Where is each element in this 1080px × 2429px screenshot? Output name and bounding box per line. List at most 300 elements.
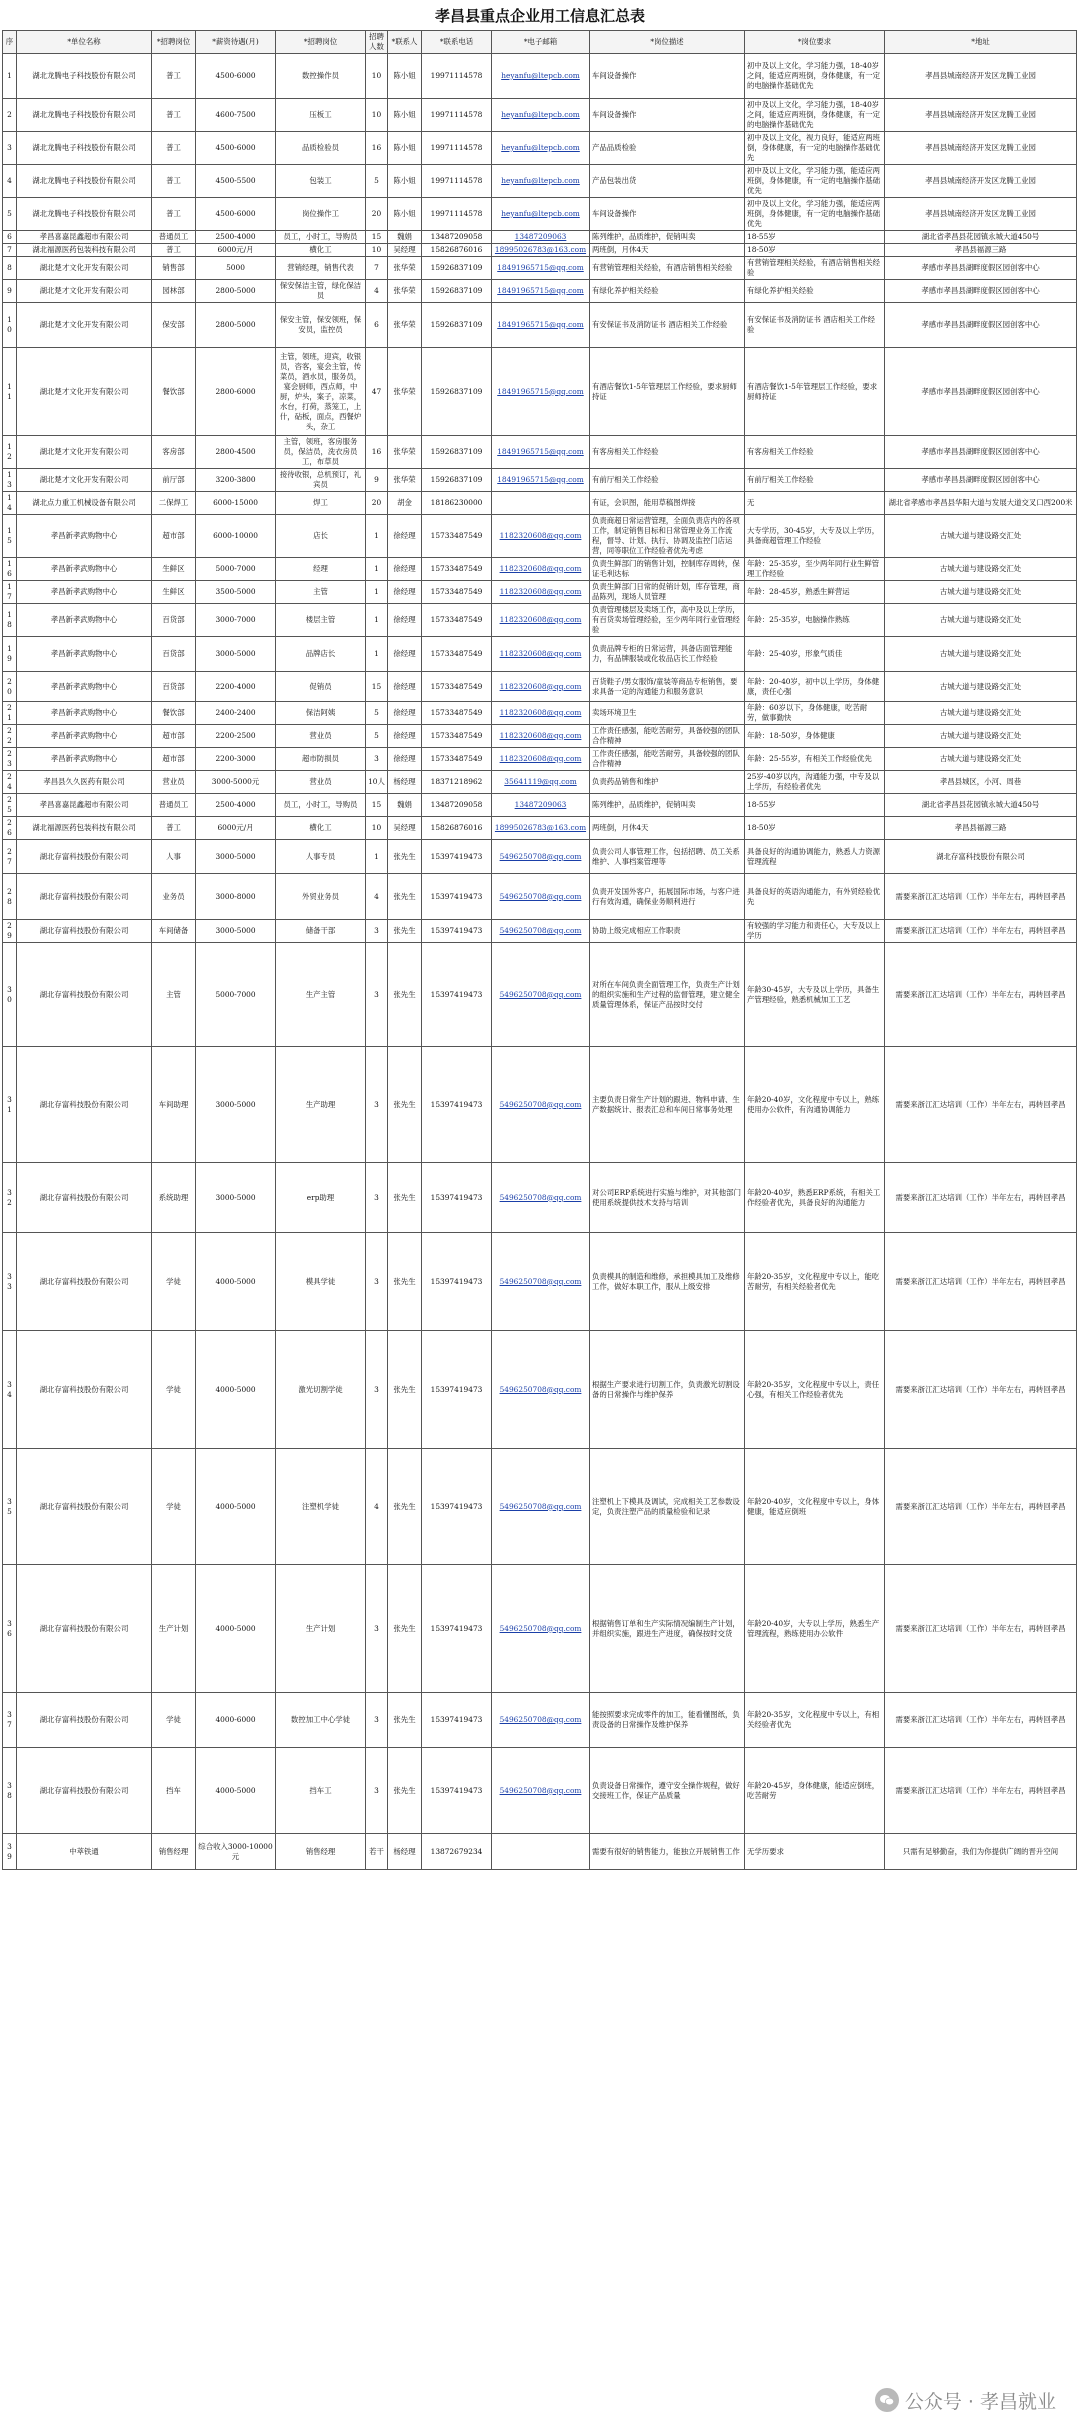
requirements: 18-55岁 bbox=[745, 231, 885, 244]
description: 陈列维护，品质维护，促销叫卖 bbox=[590, 231, 745, 244]
description: 负责管理楼层及卖场工作，高中及以上学历，有百货卖场管理经验，至少两年同行业管理经验 bbox=[590, 604, 745, 637]
headcount: 20 bbox=[366, 492, 388, 515]
description: 注塑机上下模具及调试，完成相关工艺参数设定，负责注塑产品的质量检验和记录 bbox=[590, 1449, 745, 1565]
phone: 15926837109 bbox=[422, 303, 492, 348]
table-row bbox=[3, 515, 1077, 558]
email[interactable]: 35641119@qq.com bbox=[492, 771, 590, 794]
headcount: 15 bbox=[366, 672, 388, 702]
department: 人事 bbox=[152, 840, 196, 874]
row-index: 16 bbox=[3, 558, 17, 581]
email[interactable] bbox=[492, 492, 590, 515]
company-name: 湖北楚才文化开发有限公司 bbox=[17, 303, 152, 348]
company-name: 湖北存富科技股份有限公司 bbox=[17, 1693, 152, 1748]
salary: 5000-7000 bbox=[196, 943, 276, 1047]
contact-person: 张华荣 bbox=[388, 436, 422, 469]
department: 餐饮部 bbox=[152, 348, 196, 436]
company-name: 湖北龙腾电子科技股份有限公司 bbox=[17, 165, 152, 198]
headcount: 1 bbox=[366, 637, 388, 672]
requirements: 年龄：28-45岁，熟悉生鲜营运 bbox=[745, 581, 885, 604]
email[interactable]: 13487209063 bbox=[492, 231, 590, 244]
salary: 3000-5000 bbox=[196, 637, 276, 672]
department: 超市部 bbox=[152, 725, 196, 748]
department: 学徒 bbox=[152, 1449, 196, 1565]
row-index: 9 bbox=[3, 280, 17, 303]
email[interactable]: 5496250708@qq.com bbox=[492, 1331, 590, 1449]
description: 对公司ERP系统进行实施与维护，对其他部门使用系统提供技术支持与培训 bbox=[590, 1163, 745, 1233]
salary: 2500-4000 bbox=[196, 794, 276, 817]
position: 主管，领班，客房服务员，保洁员，洗衣房员工，布草员 bbox=[276, 436, 366, 469]
department: 学徒 bbox=[152, 1233, 196, 1331]
company-name: 中萃铁通 bbox=[17, 1834, 152, 1870]
email[interactable]: heyanfu@ltepcb.com bbox=[492, 198, 590, 231]
department: 营业员 bbox=[152, 771, 196, 794]
salary: 4600-7500 bbox=[196, 99, 276, 132]
position: 销售经理 bbox=[276, 1834, 366, 1870]
table-row bbox=[3, 817, 1077, 840]
phone: 15397419473 bbox=[422, 1233, 492, 1331]
address: 孝感市孝昌县湖畔度假区园创客中心 bbox=[885, 348, 1077, 436]
requirements: 大专学历，30-45岁，大专及以上学历，具备商超管理工作经验 bbox=[745, 515, 885, 558]
email[interactable]: heyanfu@ltepcb.com bbox=[492, 99, 590, 132]
row-index: 14 bbox=[3, 492, 17, 515]
position: 超市防损员 bbox=[276, 748, 366, 771]
address: 需要来浙江汇达培训（工作）半年左右，再转回孝昌 bbox=[885, 1047, 1077, 1163]
row-index: 38 bbox=[3, 1748, 17, 1834]
company-name: 湖北存富科技股份有限公司 bbox=[17, 1748, 152, 1834]
salary: 3000-5000 bbox=[196, 920, 276, 943]
col-header-salary: *薪资待遇(月) bbox=[196, 31, 276, 54]
contact-person: 张先生 bbox=[388, 1565, 422, 1693]
table-row bbox=[3, 840, 1077, 874]
headcount: 10人 bbox=[366, 771, 388, 794]
email[interactable]: 5496250708@qq.com bbox=[492, 1693, 590, 1748]
position: 主管 bbox=[276, 581, 366, 604]
table-row bbox=[3, 943, 1077, 1047]
requirements: 有安保证书及消防证书 酒店相关工作经验 bbox=[745, 303, 885, 348]
salary: 4000-5000 bbox=[196, 1331, 276, 1449]
email[interactable] bbox=[492, 1834, 590, 1870]
phone: 15397419473 bbox=[422, 1331, 492, 1449]
headcount: 3 bbox=[366, 1565, 388, 1693]
description: 有客房相关工作经验 bbox=[590, 436, 745, 469]
headcount: 9 bbox=[366, 469, 388, 492]
contact-person: 张先生 bbox=[388, 920, 422, 943]
address: 湖北省孝昌县花园镇永城大道450号 bbox=[885, 794, 1077, 817]
headcount: 1 bbox=[366, 515, 388, 558]
phone: 15926837109 bbox=[422, 280, 492, 303]
address: 需要来浙江汇达培训（工作）半年左右，再转回孝昌 bbox=[885, 1449, 1077, 1565]
department: 百货部 bbox=[152, 604, 196, 637]
company-name: 孝昌新孝武购物中心 bbox=[17, 637, 152, 672]
position: 注塑机学徒 bbox=[276, 1449, 366, 1565]
requirements: 18-50岁 bbox=[745, 817, 885, 840]
contact-person: 徐经理 bbox=[388, 702, 422, 725]
headcount: 15 bbox=[366, 794, 388, 817]
phone: 15926837109 bbox=[422, 436, 492, 469]
department: 生鲜区 bbox=[152, 581, 196, 604]
address: 需要来浙江汇达培训（工作）半年左右，再转回孝昌 bbox=[885, 1163, 1077, 1233]
company-name: 湖北存富科技股份有限公司 bbox=[17, 1047, 152, 1163]
address: 孝昌县福源三路 bbox=[885, 244, 1077, 257]
company-name: 孝昌喜嘉昆鑫超市有限公司 bbox=[17, 231, 152, 244]
address: 孝昌县城南经济开发区龙腾工业园 bbox=[885, 99, 1077, 132]
email[interactable]: 18491965715@qq.com bbox=[492, 348, 590, 436]
address: 古城大道与建设路交汇处 bbox=[885, 748, 1077, 771]
email[interactable]: 5496250708@qq.com bbox=[492, 1047, 590, 1163]
description: 车间设备操作 bbox=[590, 198, 745, 231]
department: 普通员工 bbox=[152, 794, 196, 817]
salary: 4000-5000 bbox=[196, 1233, 276, 1331]
table-body bbox=[3, 54, 1077, 1870]
department: 餐饮部 bbox=[152, 702, 196, 725]
row-index: 5 bbox=[3, 198, 17, 231]
contact-person: 张先生 bbox=[388, 1233, 422, 1331]
requirements: 18-55岁 bbox=[745, 794, 885, 817]
description: 有证，会识图，能用草稿图焊接 bbox=[590, 492, 745, 515]
email[interactable]: 1182320608@qq.com bbox=[492, 748, 590, 771]
position: 数控操作员 bbox=[276, 54, 366, 99]
description: 工作责任感强，能吃苦耐劳，具备较强的团队合作精神 bbox=[590, 725, 745, 748]
description: 有安保证书及消防证书 酒店相关工作经验 bbox=[590, 303, 745, 348]
table-row bbox=[3, 132, 1077, 165]
table-row bbox=[3, 604, 1077, 637]
table-row bbox=[3, 702, 1077, 725]
col-header-address: *地址 bbox=[885, 31, 1077, 54]
col-header-company: *单位名称 bbox=[17, 31, 152, 54]
row-index: 17 bbox=[3, 581, 17, 604]
requirements: 年龄20-45岁，身体健康，能适应倒班，吃苦耐劳 bbox=[745, 1748, 885, 1834]
department: 保安部 bbox=[152, 303, 196, 348]
email[interactable]: 1182320608@qq.com bbox=[492, 702, 590, 725]
col-header-index: 序 bbox=[3, 31, 17, 54]
requirements: 年龄30-45岁，大专及以上学历，具备生产管理经验，熟悉机械加工工艺 bbox=[745, 943, 885, 1047]
email[interactable]: 5496250708@qq.com bbox=[492, 874, 590, 920]
phone: 15733487549 bbox=[422, 515, 492, 558]
requirements: 年龄：25-35岁，电脑操作熟练 bbox=[745, 604, 885, 637]
table-row bbox=[3, 1693, 1077, 1748]
headcount: 5 bbox=[366, 725, 388, 748]
row-index: 23 bbox=[3, 748, 17, 771]
table-row bbox=[3, 1748, 1077, 1834]
requirements: 年龄20-35岁，文化程度中专以上，有相关经验者优先 bbox=[745, 1693, 885, 1748]
phone: 15733487549 bbox=[422, 637, 492, 672]
department: 普工 bbox=[152, 54, 196, 99]
description: 负责开发国外客户，拓展国际市场，与客户进行有效沟通，确保业务顺利进行 bbox=[590, 874, 745, 920]
requirements: 无 bbox=[745, 492, 885, 515]
department: 前厅部 bbox=[152, 469, 196, 492]
requirements: 18-50岁 bbox=[745, 244, 885, 257]
watermark bbox=[875, 2387, 1056, 2413]
email[interactable]: 1182320608@qq.com bbox=[492, 637, 590, 672]
table-row bbox=[3, 1163, 1077, 1233]
department: 普工 bbox=[152, 244, 196, 257]
table-row bbox=[3, 1565, 1077, 1693]
position: 接待收银，总机预订，礼宾员 bbox=[276, 469, 366, 492]
description: 负责公司人事管理工作，包括招聘、员工关系维护、人事档案管理等 bbox=[590, 840, 745, 874]
phone: 15397419473 bbox=[422, 1163, 492, 1233]
table-row bbox=[3, 54, 1077, 99]
contact-person: 徐经理 bbox=[388, 748, 422, 771]
requirements: 年龄20-35岁，文化程度中专以上，能吃苦耐劳，有相关经验者优先 bbox=[745, 1233, 885, 1331]
contact-person: 张华荣 bbox=[388, 257, 422, 280]
department: 业务员 bbox=[152, 874, 196, 920]
headcount: 10 bbox=[366, 817, 388, 840]
salary: 3200-3800 bbox=[196, 469, 276, 492]
address: 孝感市孝昌县湖畔度假区园创客中心 bbox=[885, 469, 1077, 492]
contact-person: 魏娟 bbox=[388, 231, 422, 244]
department: 销售经理 bbox=[152, 1834, 196, 1870]
col-header-department: *招聘岗位 bbox=[152, 31, 196, 54]
salary: 3000-5000 bbox=[196, 840, 276, 874]
company-name: 湖北福源医药包装科技有限公司 bbox=[17, 244, 152, 257]
company-name: 孝昌喜嘉昆鑫超市有限公司 bbox=[17, 794, 152, 817]
contact-person: 吴经理 bbox=[388, 244, 422, 257]
col-header-position: *招聘岗位 bbox=[276, 31, 366, 54]
salary: 2200-2500 bbox=[196, 725, 276, 748]
salary: 4000-5000 bbox=[196, 1748, 276, 1834]
description: 负责商超日常运营管理，全面负责店内的各项工作，制定销售目标和日常管理业务工作流程，督导、计划、执行、协调及监控门店运营，同等职位工作经验者优先考虑 bbox=[590, 515, 745, 558]
department: 生产计划 bbox=[152, 1565, 196, 1693]
address: 需要来浙江汇达培训（工作）半年左右，再转回孝昌 bbox=[885, 1565, 1077, 1693]
position: erp助理 bbox=[276, 1163, 366, 1233]
email[interactable]: heyanfu@ltepcb.com bbox=[492, 132, 590, 165]
description: 负责设备日常操作，遵守安全操作规程，做好交接班工作，保证产品质量 bbox=[590, 1748, 745, 1834]
requirements: 年龄：20-40岁，初中以上学历，身体健康，责任心强 bbox=[745, 672, 885, 702]
contact-person: 徐经理 bbox=[388, 515, 422, 558]
description: 主要负责日常生产计划的跟进、物料申请、生产数据统计、报表汇总和车间日常事务处理 bbox=[590, 1047, 745, 1163]
salary: 3000-5000 bbox=[196, 1163, 276, 1233]
company-name: 孝昌新孝武购物中心 bbox=[17, 748, 152, 771]
col-header-contact: *联系人 bbox=[388, 31, 422, 54]
row-index: 12 bbox=[3, 436, 17, 469]
headcount: 16 bbox=[366, 436, 388, 469]
headcount: 4 bbox=[366, 280, 388, 303]
salary: 3000-8000 bbox=[196, 874, 276, 920]
description: 负责品牌专柜的日常运营，具备店面管理能力，有品牌服装或化妆品店长工作经验 bbox=[590, 637, 745, 672]
description: 两班倒，月休4天 bbox=[590, 244, 745, 257]
contact-person: 徐经理 bbox=[388, 725, 422, 748]
company-name: 孝昌新孝武购物中心 bbox=[17, 672, 152, 702]
requirements: 年龄：25-35岁，至少两年同行业生鲜管理工作经验 bbox=[745, 558, 885, 581]
row-index: 28 bbox=[3, 874, 17, 920]
department: 客房部 bbox=[152, 436, 196, 469]
email[interactable]: 1182320608@qq.com bbox=[492, 725, 590, 748]
table-row bbox=[3, 637, 1077, 672]
salary: 4000-5000 bbox=[196, 1449, 276, 1565]
email[interactable]: 13487209063 bbox=[492, 794, 590, 817]
position: 人事专员 bbox=[276, 840, 366, 874]
row-index: 30 bbox=[3, 943, 17, 1047]
description: 负责生鲜部门日常的促销计划，库存管理，商品陈列，现场人员管理 bbox=[590, 581, 745, 604]
department: 普工 bbox=[152, 165, 196, 198]
headcount: 10 bbox=[366, 99, 388, 132]
address: 孝昌县城南经济开发区龙腾工业园 bbox=[885, 165, 1077, 198]
row-index: 6 bbox=[3, 231, 17, 244]
requirements: 年龄：25-40岁，形象气质佳 bbox=[745, 637, 885, 672]
email[interactable]: 5496250708@qq.com bbox=[492, 943, 590, 1047]
address: 孝感市孝昌县湖畔度假区园创客中心 bbox=[885, 257, 1077, 280]
email[interactable]: 5496250708@qq.com bbox=[492, 840, 590, 874]
email[interactable]: 5496250708@qq.com bbox=[492, 1163, 590, 1233]
requirements: 有酒店餐饮1-5年管理层工作经验，要求厨师持证 bbox=[745, 348, 885, 436]
phone: 19971114578 bbox=[422, 132, 492, 165]
department: 百货部 bbox=[152, 672, 196, 702]
description: 需要有很好的销售能力，能独立开展销售工作 bbox=[590, 1834, 745, 1870]
email[interactable]: 1182320608@qq.com bbox=[492, 558, 590, 581]
position: 营销经理，销售代表 bbox=[276, 257, 366, 280]
description: 能按照要求完成零件的加工，能看懂图纸，负责设备的日常操作及维护保养 bbox=[590, 1693, 745, 1748]
email[interactable]: 18491965715@qq.com bbox=[492, 303, 590, 348]
email[interactable]: 1182320608@qq.com bbox=[492, 672, 590, 702]
headcount: 10 bbox=[366, 54, 388, 99]
contact-person: 徐经理 bbox=[388, 558, 422, 581]
row-index: 18 bbox=[3, 604, 17, 637]
requirements: 有营销管理相关经验，有酒店销售相关经验 bbox=[745, 257, 885, 280]
company-name: 孝昌新孝武购物中心 bbox=[17, 581, 152, 604]
address: 只需有足够勤奋，我们为你提供广阔的晋升空间 bbox=[885, 1834, 1077, 1870]
salary: 6000元/月 bbox=[196, 244, 276, 257]
phone: 13487209058 bbox=[422, 794, 492, 817]
position: 外贸业务员 bbox=[276, 874, 366, 920]
contact-person: 徐经理 bbox=[388, 637, 422, 672]
salary: 3000-7000 bbox=[196, 604, 276, 637]
company-name: 湖北存富科技股份有限公司 bbox=[17, 920, 152, 943]
headcount: 1 bbox=[366, 558, 388, 581]
headcount: 3 bbox=[366, 748, 388, 771]
email[interactable]: 5496250708@qq.com bbox=[492, 1233, 590, 1331]
requirements: 年龄20-40岁，文化程度中专以上，熟练使用办公软件，有沟通协调能力 bbox=[745, 1047, 885, 1163]
contact-person: 张华荣 bbox=[388, 303, 422, 348]
position: 储备干部 bbox=[276, 920, 366, 943]
email[interactable]: 18995026783@163.com bbox=[492, 244, 590, 257]
position: 挡车工 bbox=[276, 1748, 366, 1834]
address: 孝昌县城南经济开发区龙腾工业园 bbox=[885, 54, 1077, 99]
department: 普工 bbox=[152, 198, 196, 231]
position: 数控加工中心学徒 bbox=[276, 1693, 366, 1748]
email[interactable]: 18995026783@163.com bbox=[492, 817, 590, 840]
phone: 15926837109 bbox=[422, 257, 492, 280]
email[interactable]: 5496250708@qq.com bbox=[492, 1449, 590, 1565]
phone: 15926837109 bbox=[422, 348, 492, 436]
salary: 2800-4500 bbox=[196, 436, 276, 469]
phone: 15733487549 bbox=[422, 604, 492, 637]
col-header-headcount: 招聘人数 bbox=[366, 31, 388, 54]
email[interactable]: heyanfu@ltepcb.com bbox=[492, 165, 590, 198]
salary: 4500-6000 bbox=[196, 132, 276, 165]
phone: 15733487549 bbox=[422, 702, 492, 725]
sheet-title: 孝昌县重点企业用工信息汇总表 bbox=[434, 7, 645, 25]
company-name: 孝昌新孝武购物中心 bbox=[17, 604, 152, 637]
address: 孝感市孝昌县湖畔度假区园创客中心 bbox=[885, 436, 1077, 469]
email[interactable]: heyanfu@ltepcb.com bbox=[492, 54, 590, 99]
row-index: 26 bbox=[3, 817, 17, 840]
email[interactable]: 18491965715@qq.com bbox=[492, 280, 590, 303]
contact-person: 陈小姐 bbox=[388, 165, 422, 198]
company-name: 孝昌新孝武购物中心 bbox=[17, 515, 152, 558]
table-row bbox=[3, 920, 1077, 943]
job-table bbox=[2, 30, 1077, 1870]
email[interactable]: 18491965715@qq.com bbox=[492, 436, 590, 469]
email[interactable]: 18491965715@qq.com bbox=[492, 469, 590, 492]
position: 包装工 bbox=[276, 165, 366, 198]
requirements: 无学历要求 bbox=[745, 1834, 885, 1870]
email[interactable]: 1182320608@qq.com bbox=[492, 604, 590, 637]
requirements: 有较强的学习能力和责任心，大专及以上学历 bbox=[745, 920, 885, 943]
email[interactable]: 5496250708@qq.com bbox=[492, 1565, 590, 1693]
address: 古城大道与建设路交汇处 bbox=[885, 581, 1077, 604]
requirements: 初中及以上文化，视力良好，能适应两班倒，身体健康，有一定的电脑操作基础优先 bbox=[745, 132, 885, 165]
company-name: 湖北存富科技股份有限公司 bbox=[17, 1233, 152, 1331]
department: 车间储备 bbox=[152, 920, 196, 943]
salary: 2800-6000 bbox=[196, 348, 276, 436]
headcount: 47 bbox=[366, 348, 388, 436]
company-name: 湖北楚才文化开发有限公司 bbox=[17, 348, 152, 436]
row-index: 24 bbox=[3, 771, 17, 794]
description: 两班倒，月休4天 bbox=[590, 817, 745, 840]
phone: 15826876016 bbox=[422, 244, 492, 257]
phone: 15397419473 bbox=[422, 1047, 492, 1163]
description: 根据销售订单和生产实际情况编制生产计划，并组织实施，跟进生产进度，确保按时交货 bbox=[590, 1565, 745, 1693]
company-name: 湖北点力重工机械设备有限公司 bbox=[17, 492, 152, 515]
position: 压板工 bbox=[276, 99, 366, 132]
table-row bbox=[3, 794, 1077, 817]
department: 普工 bbox=[152, 817, 196, 840]
table-row bbox=[3, 231, 1077, 244]
salary: 2500-4000 bbox=[196, 231, 276, 244]
address: 孝感市孝昌县湖畔度假区园创客中心 bbox=[885, 303, 1077, 348]
phone: 15733487549 bbox=[422, 748, 492, 771]
phone: 15397419473 bbox=[422, 943, 492, 1047]
department: 挡车 bbox=[152, 1748, 196, 1834]
phone: 15926837109 bbox=[422, 469, 492, 492]
company-name: 湖北楚才文化开发有限公司 bbox=[17, 436, 152, 469]
contact-person: 杨经理 bbox=[388, 771, 422, 794]
email[interactable]: 5496250708@qq.com bbox=[492, 920, 590, 943]
email[interactable]: 5496250708@qq.com bbox=[492, 1748, 590, 1834]
contact-person: 魏娟 bbox=[388, 794, 422, 817]
email[interactable]: 18491965715@qq.com bbox=[492, 257, 590, 280]
row-index: 8 bbox=[3, 257, 17, 280]
email[interactable]: 1182320608@qq.com bbox=[492, 581, 590, 604]
contact-person: 张华荣 bbox=[388, 469, 422, 492]
description: 有绿化养护相关经验 bbox=[590, 280, 745, 303]
company-name: 湖北存富科技股份有限公司 bbox=[17, 943, 152, 1047]
company-name: 湖北楚才文化开发有限公司 bbox=[17, 469, 152, 492]
phone: 13872679234 bbox=[422, 1834, 492, 1870]
contact-person: 徐经理 bbox=[388, 672, 422, 702]
address: 古城大道与建设路交汇处 bbox=[885, 725, 1077, 748]
col-header-description: *岗位描述 bbox=[590, 31, 745, 54]
row-index: 19 bbox=[3, 637, 17, 672]
department: 销售部 bbox=[152, 257, 196, 280]
position: 品质检验员 bbox=[276, 132, 366, 165]
email[interactable]: 1182320608@qq.com bbox=[492, 515, 590, 558]
department: 普工 bbox=[152, 99, 196, 132]
position: 楼层主管 bbox=[276, 604, 366, 637]
phone: 19971114578 bbox=[422, 165, 492, 198]
description: 卖场环境卫生 bbox=[590, 702, 745, 725]
salary: 5000-7000 bbox=[196, 558, 276, 581]
table-row bbox=[3, 771, 1077, 794]
table-row bbox=[3, 1047, 1077, 1163]
headcount: 3 bbox=[366, 943, 388, 1047]
address: 孝昌县福源三路 bbox=[885, 817, 1077, 840]
department: 主管 bbox=[152, 943, 196, 1047]
address: 湖北省孝昌县花园镇永城大道450号 bbox=[885, 231, 1077, 244]
address: 需要来浙江汇达培训（工作）半年左右，再转回孝昌 bbox=[885, 1693, 1077, 1748]
position: 岗位操作工 bbox=[276, 198, 366, 231]
headcount: 16 bbox=[366, 132, 388, 165]
